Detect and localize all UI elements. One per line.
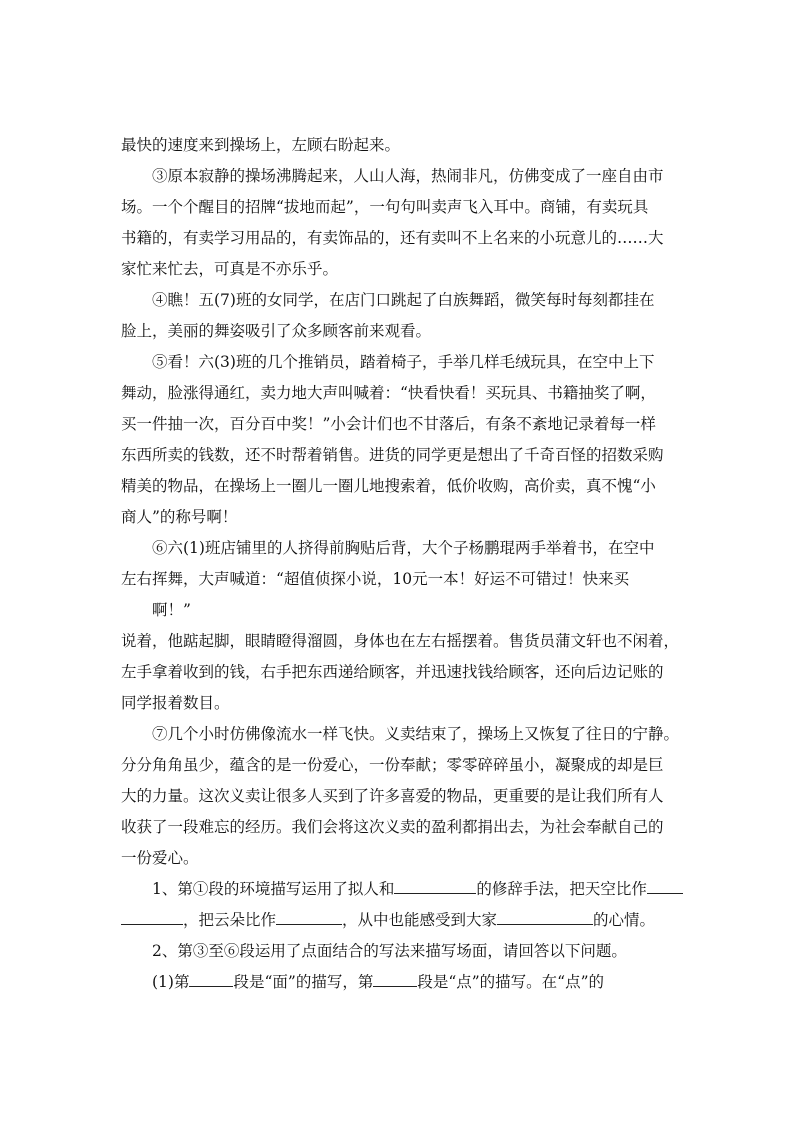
text-line: 大的力量。这次义卖让很多人买到了许多喜爱的物品，更重要的是让我们所有人 — [121, 787, 664, 805]
answer-blank[interactable] — [394, 875, 476, 894]
text-line: 分分角角虽少，蕴含的是一份爱心，一份奉献；零零碎碎虽小，凝聚成的却是巨 — [121, 756, 664, 774]
text-line: 商人”的称号啊！ — [121, 508, 238, 526]
text-line: 说着，他踮起脚，眼睛瞪得溜圆，身体也在左右摇摆着。售货员蒲文轩也不闲着， — [121, 632, 680, 650]
answer-blank[interactable] — [497, 906, 593, 925]
text-line: 最快的速度来到操场上，左顾右盼起来。 — [121, 136, 401, 154]
answer-blank[interactable] — [647, 875, 683, 894]
paragraph-5-line: ⑤看！六(3)班的几个推销员，踏着椅子，手举几样毛绒玩具，在空中上下 — [152, 353, 655, 371]
text-line: 左手拿着收到的钱，右手把东西递给顾客，并迅速找钱给顾客，还向后边记账的 — [121, 663, 664, 681]
question-text: 段是“面”的描写，第 — [233, 973, 374, 991]
text-line: 啊！” — [152, 601, 191, 619]
question-1-continued — [121, 905, 674, 936]
question-text: 的修辞手法，把天空比作 — [476, 880, 647, 898]
question-2: 2、第③至⑥段运用了点面结合的写法来描写场面，请回答以下问题。 — [152, 942, 627, 960]
answer-blank[interactable] — [276, 906, 342, 925]
text-line: 一份爱心。 — [121, 849, 199, 867]
question-text: ，从中也能感受到大家 — [342, 911, 498, 929]
answer-blank[interactable] — [373, 968, 417, 987]
question-text: 的心情。 — [593, 911, 656, 929]
question-2-1 — [121, 967, 674, 998]
text-line: 脸上，美丽的舞姿吸引了众多顾客前来观看。 — [121, 322, 432, 340]
text-line: 买一件抽一次，百分百中奖！”小会计们也不甘落后，有条不紊地记录着每一样 — [121, 415, 656, 433]
text-line: 左右挥舞，大声喊道：“超值侦探小说，10元一本！好运不可错过！快来买 — [121, 570, 630, 588]
question-text: 段是“点”的描写。在“点”的 — [417, 973, 605, 991]
paragraph-6-line: ⑥六(1)班店铺里的人挤得前胸贴后背，大个子杨鹏琨两手举着书，在空中 — [152, 539, 655, 557]
question-text: (1)第 — [152, 973, 190, 991]
text-line: 收获了一段难忘的经历。我们会将这次义卖的盈利都捐出去，为社会奉献自己的 — [121, 818, 664, 836]
question-text: ，把云朵比作 — [183, 911, 277, 929]
text-line: 东西所卖的钱数，还不时帮着销售。进货的同学更是想出了千奇百怪的招数采购 — [121, 446, 664, 464]
question-1 — [121, 874, 674, 905]
document-body — [121, 130, 680, 998]
answer-blank[interactable] — [121, 906, 183, 925]
text-line: 家忙来忙去，可真是不亦乐乎。 — [121, 260, 339, 278]
text-line: 精美的物品，在操场上一圈儿一圈儿地搜索着，低价收购，高价卖，真不愧“小 — [121, 477, 656, 495]
answer-blank[interactable] — [189, 968, 233, 987]
text-line: 场。一个个醒目的招牌“拔地而起”，一句句叫卖声飞入耳中。商铺，有卖玩具 — [121, 198, 649, 216]
paragraph-4-line: ④瞧！五(7)班的女同学，在店门口跳起了白族舞蹈，微笑每时每刻都挂在 — [152, 291, 655, 309]
text-line: 舞动，脸涨得通红，卖力地大声叫喊着：“快看快看！买玩具、书籍抽奖了啊， — [121, 384, 656, 402]
text-line: 书籍的，有卖学习用品的，有卖饰品的，还有卖叫不上名来的小玩意儿的……大 — [121, 229, 664, 247]
paragraph-3-line: ③原本寂静的操场沸腾起来，人山人海，热闹非凡，仿佛变成了一座自由市 — [152, 167, 664, 185]
paragraph-7-line: ⑦几个小时仿佛像流水一样飞快。义卖结束了，操场上又恢复了往日的宁静。 — [152, 725, 680, 743]
question-text: 1、第①段的环境描写运用了拟人和 — [152, 880, 395, 898]
text-line: 同学报着数目。 — [121, 694, 230, 712]
